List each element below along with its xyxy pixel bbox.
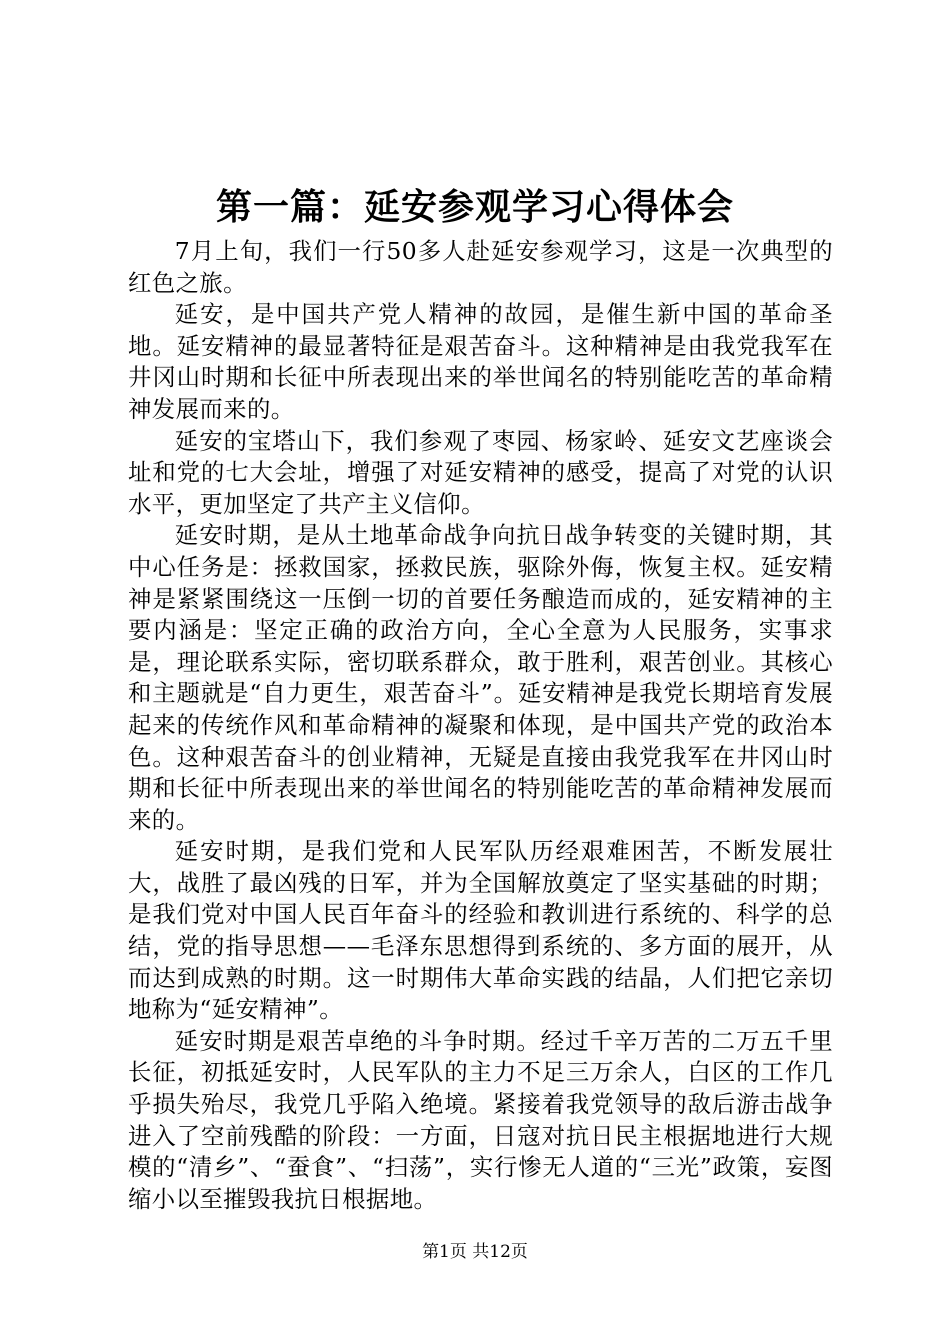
page-number-footer: 第1页 共12页 bbox=[422, 1242, 528, 1262]
document-title: 第一篇：延安参观学习心得体会 bbox=[215, 187, 734, 228]
paragraph: 延安时期，是从土地革命战争向抗日战争转变的关键时期，其中心任务是：拯救国家，拯救民族，驱除外侮，恢复主权。延安精神是紧紧围绕这一压倒一切的首要任务酿造而成的，延安精神的主要内涵是：坚定正确的政治方向，全心全意为人民服务，实事求是，理论联系实际，密切联系群众，敢于胜利，艰苦创业。其核心和主题就是“自力更生，艰苦奋斗”。延安精神是我党长期培育发展起来的传统作风和革命精神的凝聚和体现，是中国共产党的政治本色。这种艰苦奋斗的创业精神，无疑是直接由我党我军在井冈山时期和长征中所表现出来的举世闻名的特别能吃苦的革命精神发展而来的。 bbox=[128, 521, 833, 834]
paragraph: 延安时期，是我们党和人民军队历经艰难困苦，不断发展壮大，战胜了最凶残的日军，并为全国解放奠定了坚实基础的时期；是我们党对中国人民百年奋斗的经验和教训进行系统的、科学的总结，党的指导思想——毛泽东思想得到系统的、多方面的展开，从而达到成熟的时期。这一时期伟大革命实践的结晶，人们把它亲切地称为“延安精神”。 bbox=[128, 837, 833, 1024]
paragraph: 延安，是中国共产党人精神的故园，是催生新中国的革命圣地。延安精神的最显著特征是艰苦奋斗。这种精神是由我党我军在井冈山时期和长征中所表现出来的举世闻名的特别能吃苦的革命精神发展而来的。 bbox=[128, 300, 833, 423]
paragraph: 延安时期是艰苦卓绝的斗争时期。经过千辛万苦的二万五千里长征，初抵延安时，人民军队的主力不足三万余人，白区的工作几乎损失殆尽，我党几乎陷入绝境。紧接着我党领导的敌后游击战争进入了空前残酷的阶段：一方面，日寇对抗日民主根据地进行大规模的“清乡”、“蚕食”、“扫荡”，实行惨无人道的“三光”政策，妄图缩小以至摧毁我抗日根据地。 bbox=[128, 1026, 833, 1213]
document-body bbox=[128, 236, 833, 1215]
paragraph: 7月上旬，我们一行50多人赴延安参观学习，这是一次典型的红色之旅。 bbox=[128, 237, 833, 297]
paragraph: 延安的宝塔山下，我们参观了枣园、杨家岭、延安文艺座谈会址和党的七大会址，增强了对延安精神的感受，提高了对党的认识水平，更加坚定了共产主义信仰。 bbox=[128, 426, 833, 518]
